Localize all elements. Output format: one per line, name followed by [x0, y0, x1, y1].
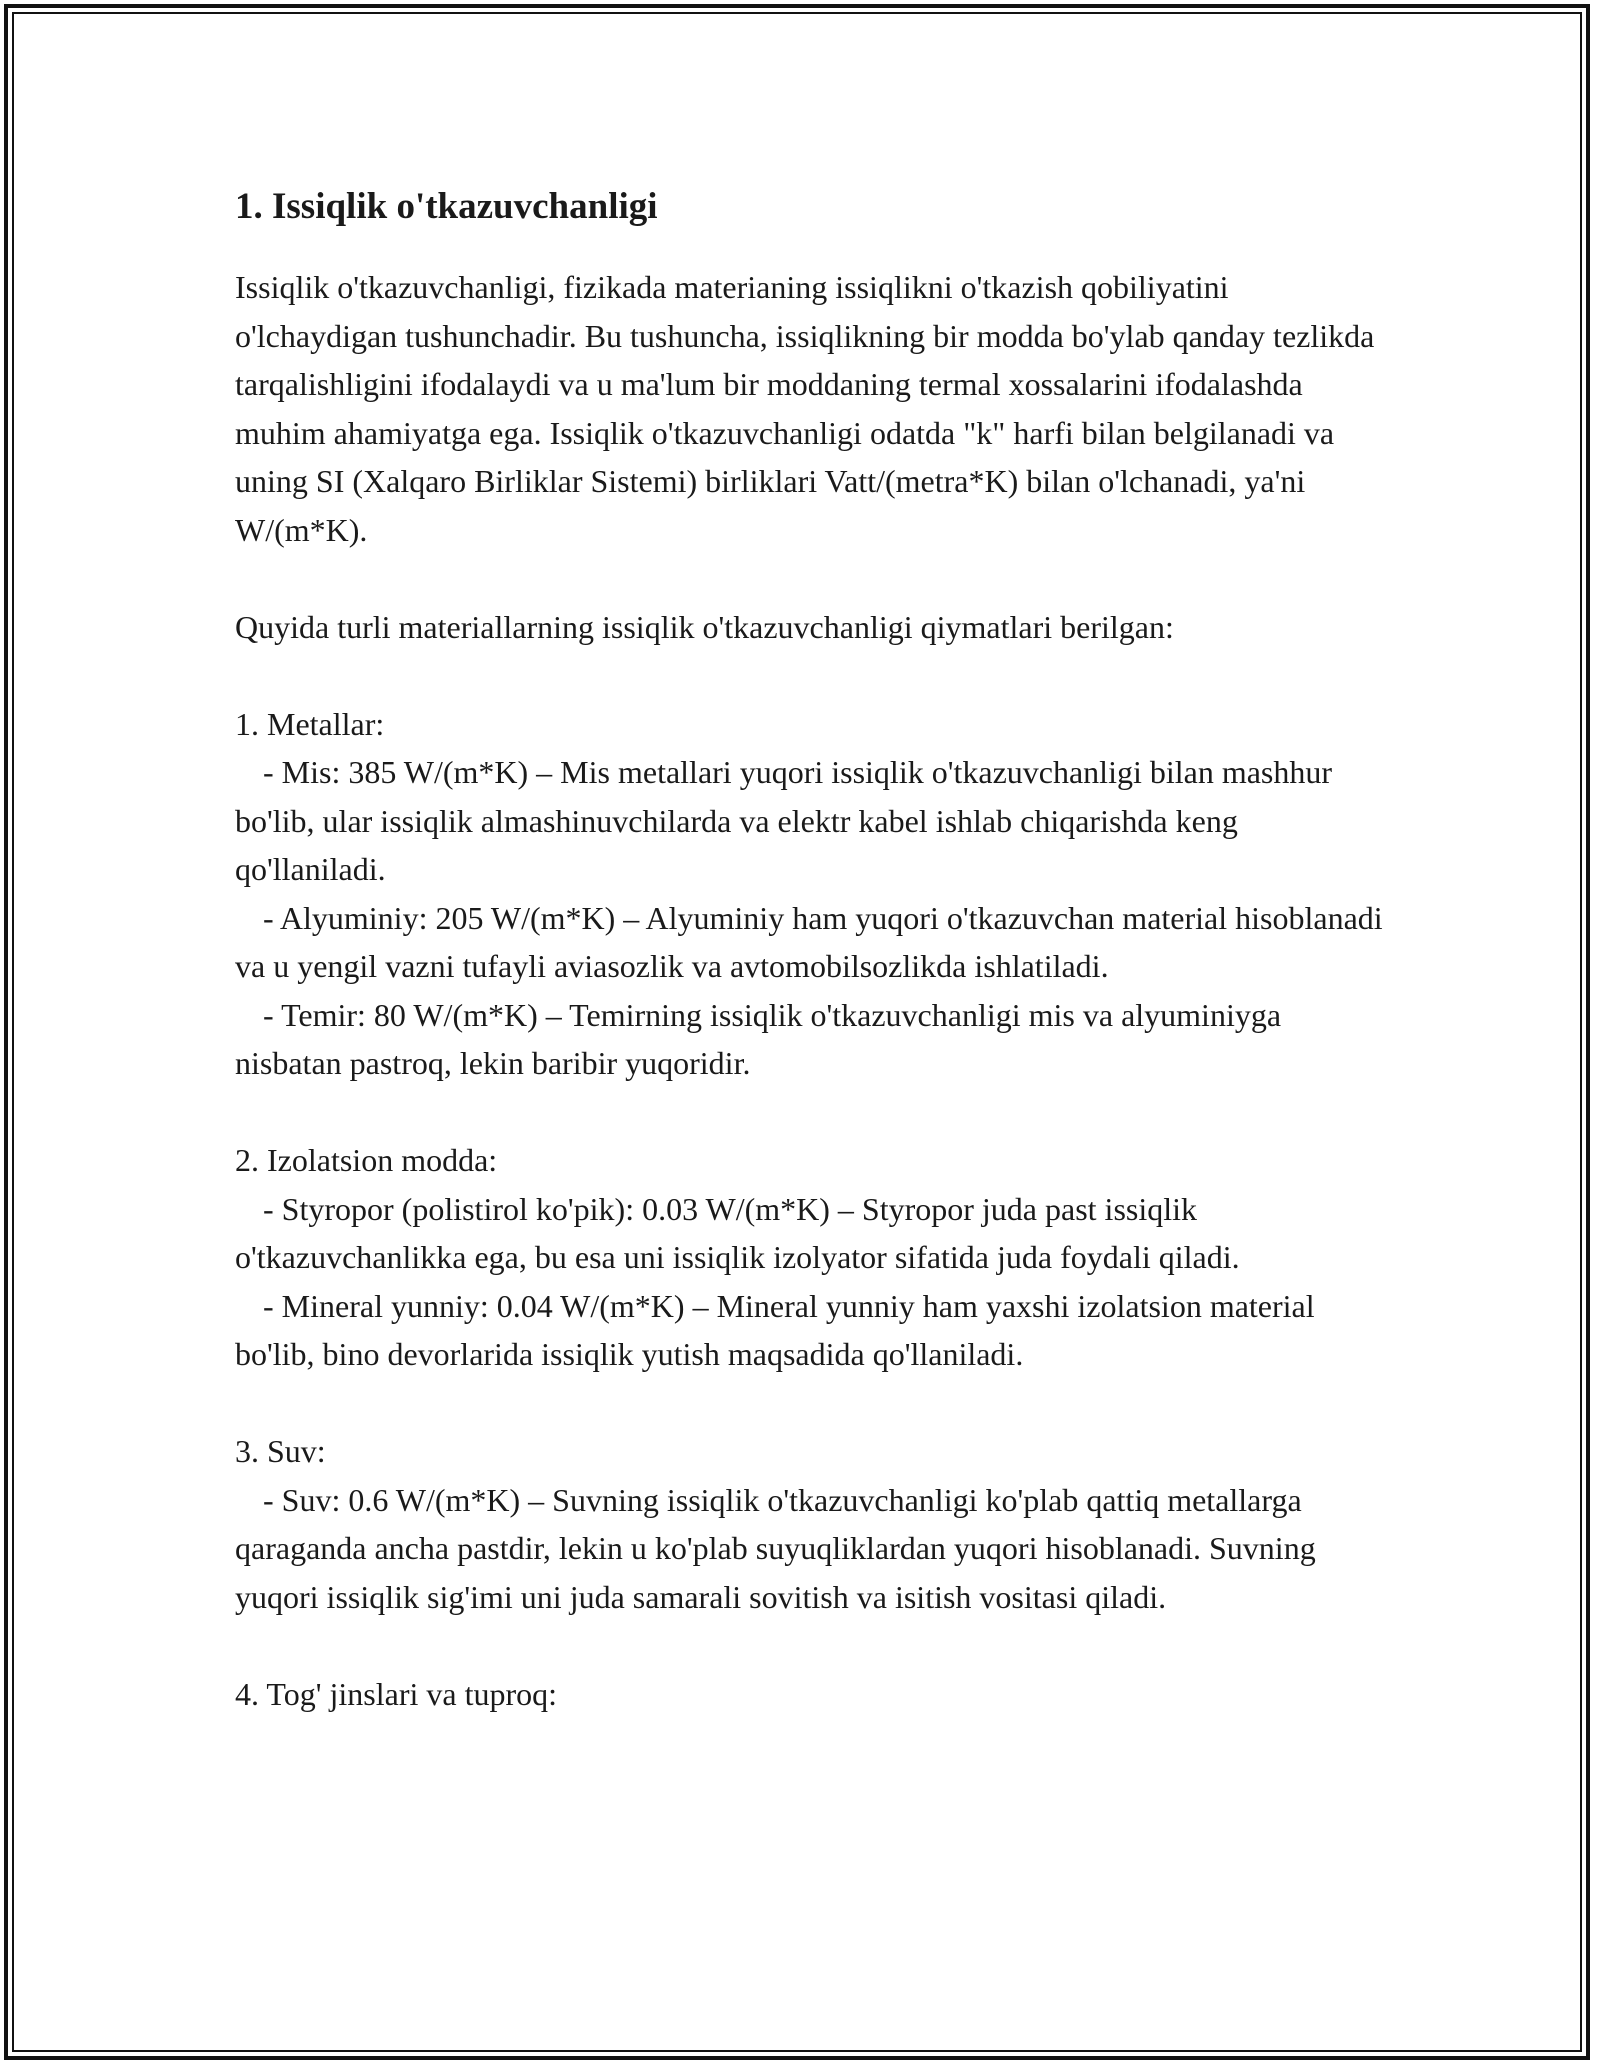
spacer — [235, 554, 1385, 603]
section-title-metals: 1. Metallar: — [235, 705, 385, 742]
list-item-mineral-wool: - Mineral yunniy: 0.04 W/(m*K) – Mineral yunniy ham yaxshi izolatsion material bo'lib, bino devorlarida issiqlik yutish maqsadida qo'llaniladi. — [235, 1287, 1315, 1373]
spacer — [235, 1088, 1385, 1137]
lead-paragraph: Quyida turli materiallarning issiqlik o'tkazuvchanligi qiymatlari berilgan: — [235, 608, 1174, 645]
list-item-water: - Suv: 0.6 W/(m*K) – Suvning issiqlik o'tkazuvchanligi ko'plab qattiq metallarga qaraganda ancha pastdir, lekin u ko'plab suyuqliklardan yuqori hisoblanadi. Suvning yuqori issiqlik sig'imi uni juda samarali sovitish va isitish vositasi qiladi. — [235, 1481, 1316, 1615]
list-item-styrofoam: - Styropor (polistirol ko'pik): 0.03 W/(m*K) – Styropor juda past issiqlik o'tkazuvchanlikka ega, bu esa uni issiqlik izolyator sifatida juda foydali qiladi. — [235, 1190, 1240, 1276]
section-title-rocks-soil: 4. Tog' jinslari va tuproq: — [235, 1675, 558, 1712]
section-title-insulation: 2. Izolatsion modda: — [235, 1142, 498, 1179]
section-title-water: 3. Suv: — [235, 1433, 326, 1470]
spacer — [235, 1379, 1385, 1428]
list-item-copper: - Mis: 385 W/(m*K) – Mis metallari yuqori issiqlik o'tkazuvchanligi bilan mashhur bo'lib, ular issiqlik almashinuvchilarda va elektr kabel ishlab chiqarishda keng qo'llaniladi. — [235, 754, 1333, 888]
section-heading: 1. Issiqlik o'tkazuvchanligi — [235, 186, 658, 227]
document-body — [235, 185, 1385, 1718]
list-item-aluminium: - Alyuminiy: 205 W/(m*K) – Alyuminiy ham yuqori o'tkazuvchan material hisoblanadi va u yengil vazni tufayli aviasozlik va avtomobilsozlikda ishlatiladi. — [235, 899, 1383, 985]
spacer — [235, 651, 1385, 700]
spacer — [235, 1621, 1385, 1670]
list-item-iron: - Temir: 80 W/(m*K) – Temirning issiqlik o'tkazuvchanligi mis va alyuminiyga nisbatan pastroq, lekin baribir yuqoridir. — [235, 996, 1282, 1082]
intro-paragraph: Issiqlik o'tkazuvchanligi, fizikada materianing issiqlikni o'tkazish qobiliyatini o'lchaydigan tushunchadir. Bu tushuncha, issiqlikning bir modda bo'ylab qanday tezlikda tarqalishligini ifodalaydi va u ma'lum bir moddaning termal xossalarini ifodalashda muhim ahamiyatga ega. Issiqlik o'tkazuvchanligi odatda "k" harfi bilan belgilanadi va uning SI (Xalqaro Birliklar Sistemi) birliklari Vatt/(metra*K) bilan o'lchanadi, ya'ni W/(m*K). — [235, 269, 1375, 548]
